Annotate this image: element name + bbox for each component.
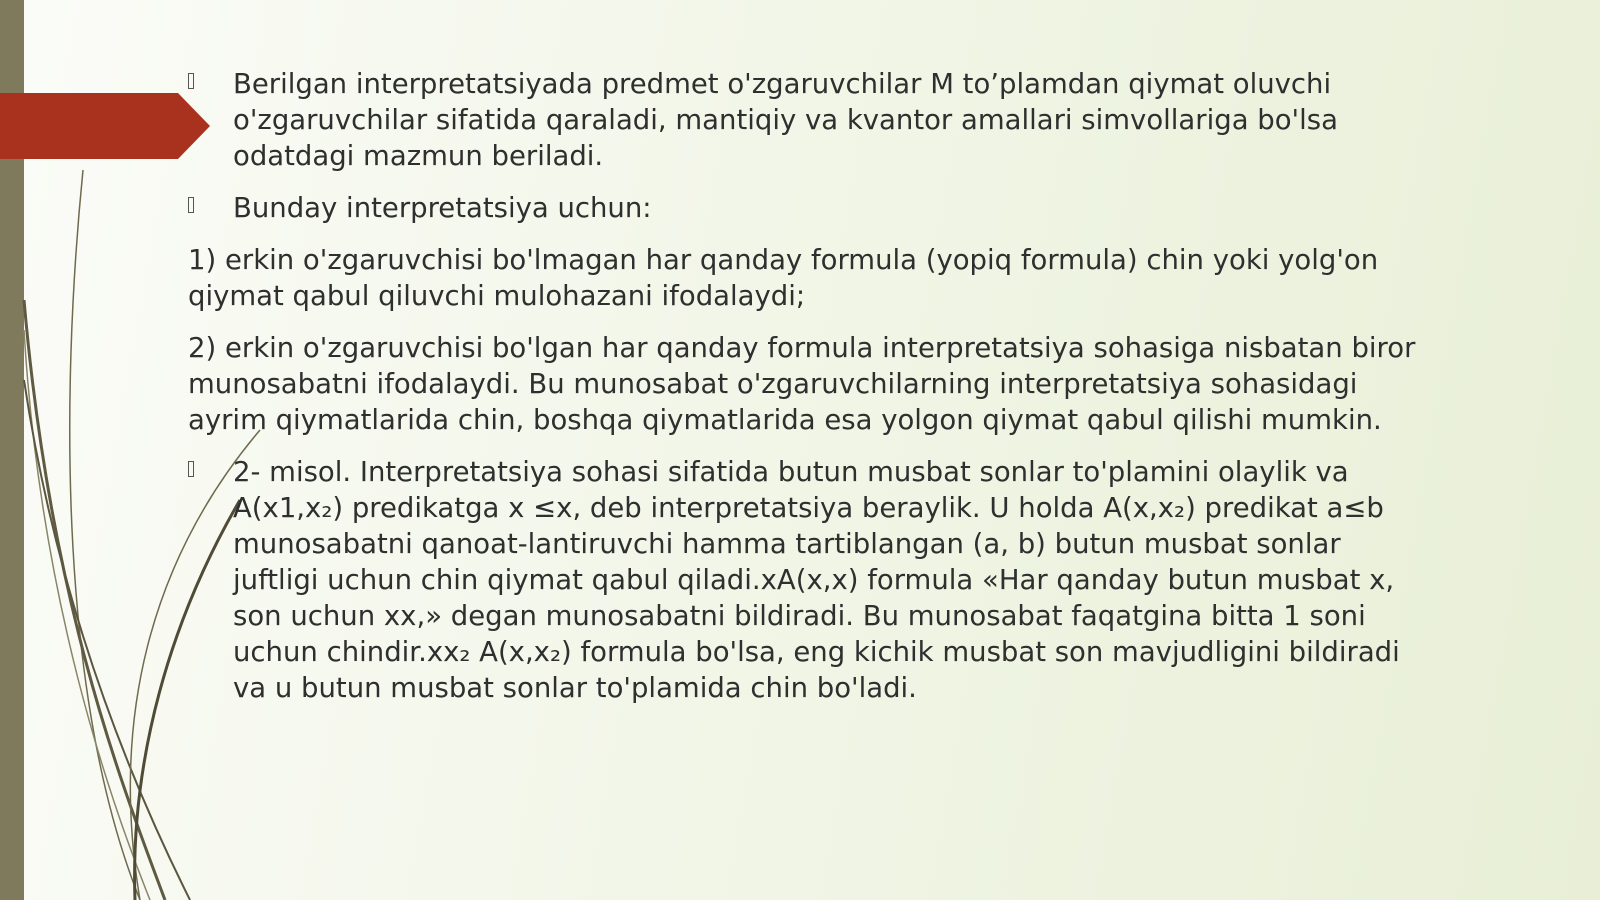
bullet-item-example — [188, 454, 1418, 706]
bullet-text: 2- misol. Interpretatsiya sohasi sifatida butun musbat sonlar to'plamini olaylik va A(x1,x₂) predikatga x ≤x, deb interpretatsiya beraylik. U holda A(x,x₂) predikat a≤b munosabatni qanoat-lantiruvchi hamma tartiblangan (a, b) butun musbat sonlar juftligi uchun chin qiymat qabul qiladi.xA(x,x) formula «Har qanday butun musbat x, son uchun xx,» degan munosabatni bildiradi. Bu munosabat faqatgina bitta 1 soni uchun chindir.xx₂ A(x,x₂) formula bo'lsa, eng kichik musbat son mavjudligini bildiradi va u butun musbat sonlar to'plamida chin bo'ladi. — [233, 456, 1400, 704]
bullet-text: Bunday interpretatsiya uchun: — [233, 192, 652, 224]
bullet-box-icon — [188, 461, 194, 477]
bullet-item — [188, 66, 1418, 174]
red-arrow-tab-icon — [0, 93, 210, 159]
bullet-box-icon — [188, 197, 194, 213]
numbered-paragraph-1: 1) erkin o'zgaruvchisi bo'lmagan har qanday formula (yopiq formula) chin yoki yolg'on qiymat qabul qiluvchi mulohazani ifodalaydi; — [188, 244, 1379, 312]
slide-content — [188, 66, 1418, 722]
bullet-item — [188, 190, 1418, 226]
bullet-text: Berilgan interpretatsiyada predmet o'zgaruvchilar M to’plamdan qiymat oluvchi o'zgaruvchilar sifatida qaraladi, mantiqiy va kvantor amallari simvollariga bo'lsa odatdagi mazmun beriladi. — [233, 68, 1338, 172]
numbered-paragraph-2: 2) erkin o'zgaruvchisi bo'lgan har qanday formula interpretatsiya sohasiga nisbatan biror munosabatni ifodalaydi. Bu munosabat o'zgaruvchilarning interpretatsiya sohasidagi ayrim qiymatlarida chin, boshqa qiymatlarida esa yolgon qiymat qabul qilishi mumkin. — [188, 332, 1416, 436]
bullet-box-icon — [188, 73, 194, 89]
